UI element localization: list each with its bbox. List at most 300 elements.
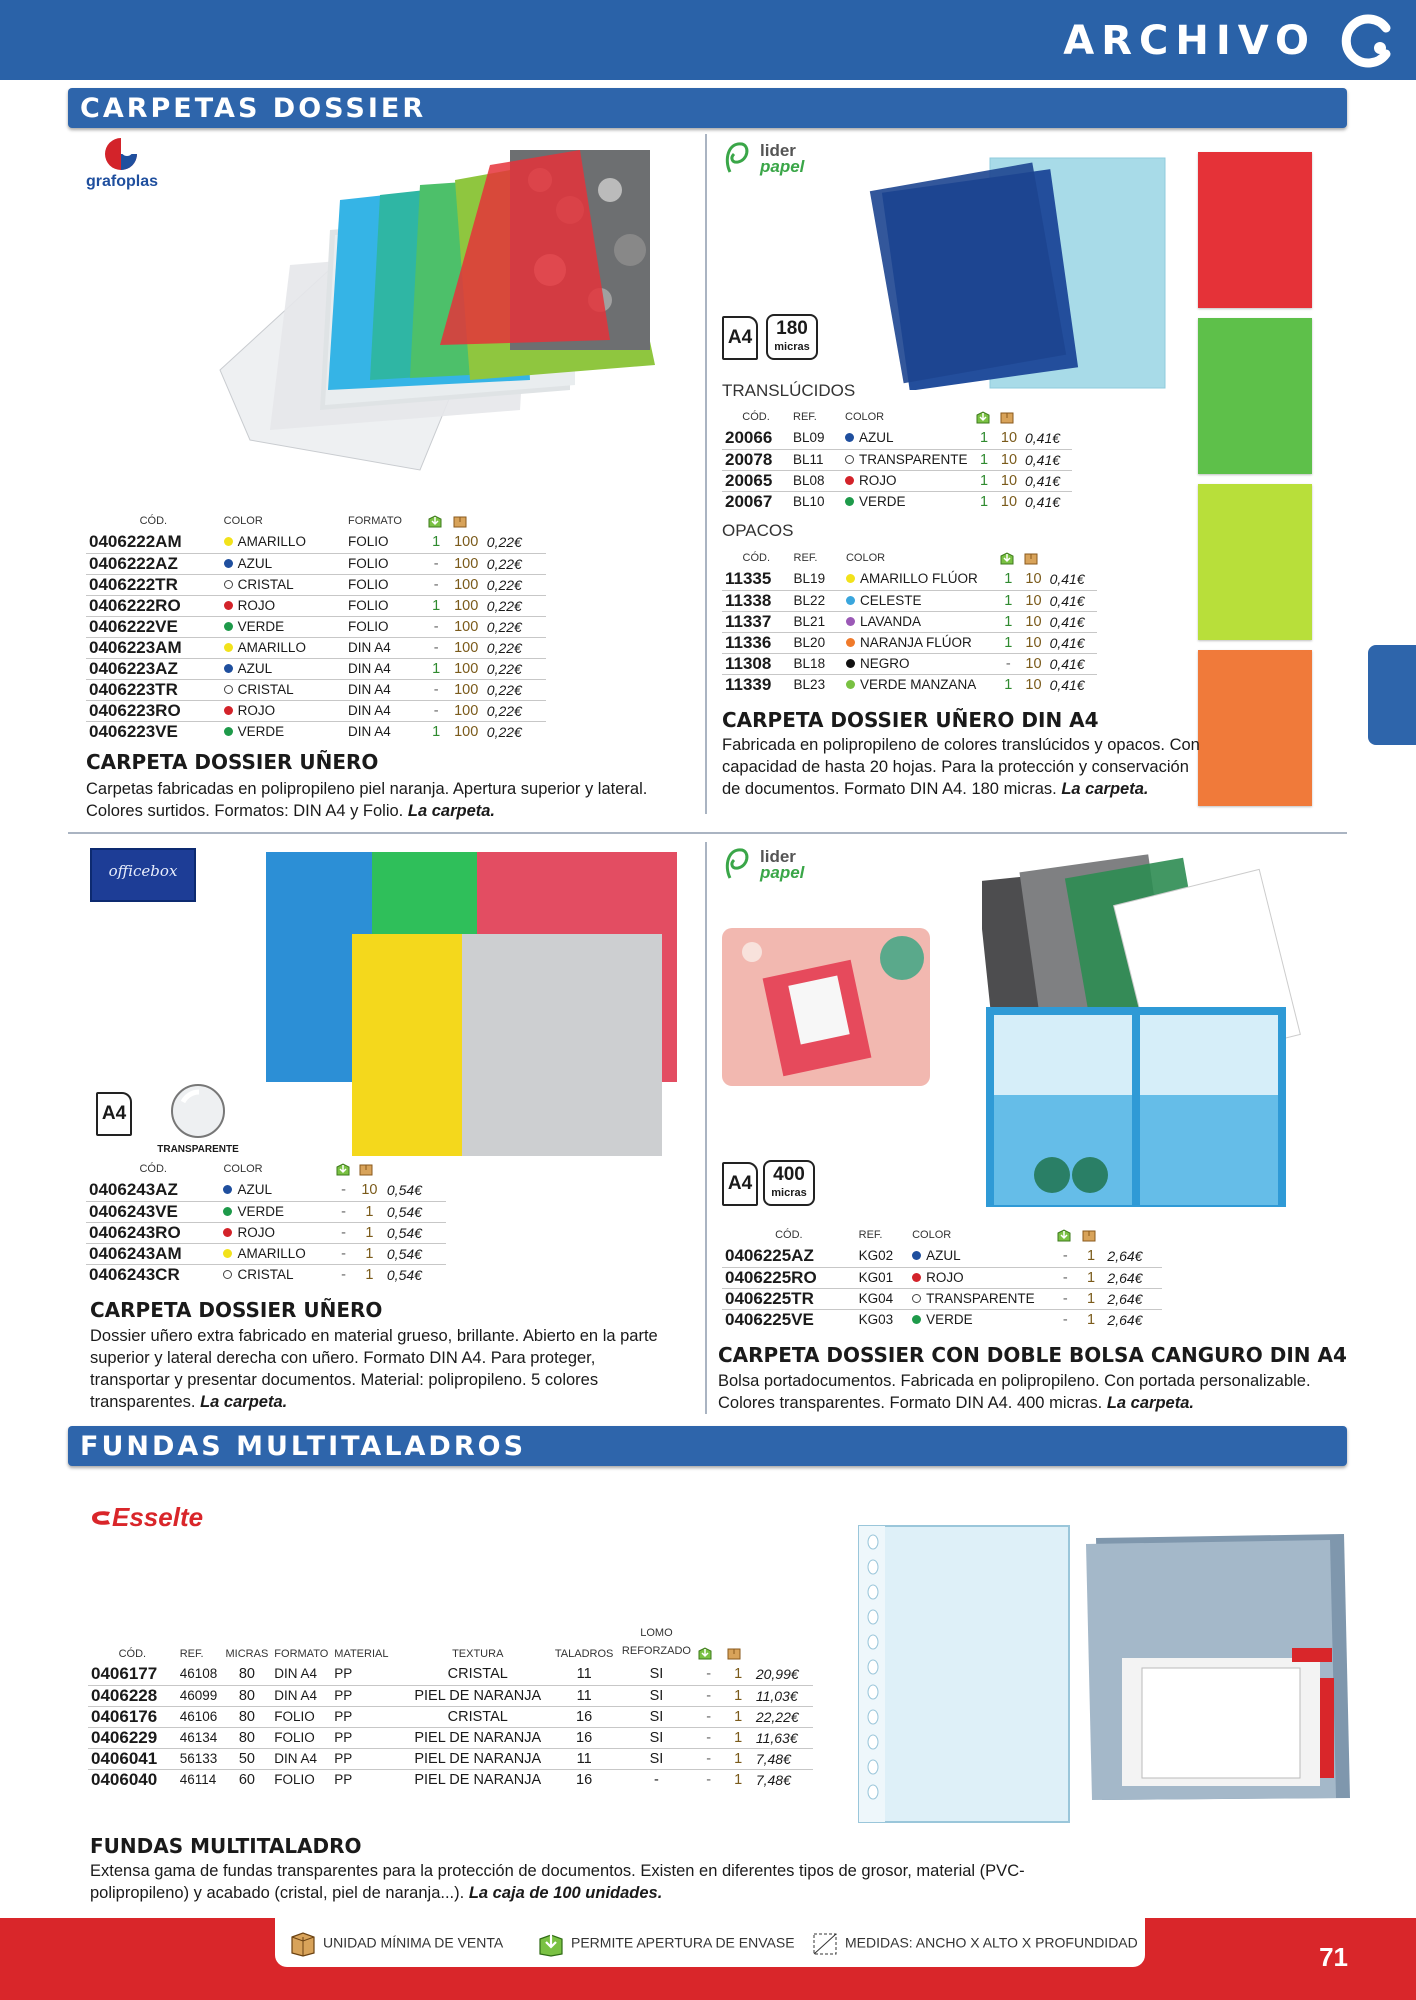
table-row (86, 616, 546, 637)
formato-cell: DIN A4 (345, 700, 424, 721)
color-cell: ROJO (220, 1222, 332, 1243)
cod-cell: 0406223VE (89, 721, 178, 741)
ap-cell: 1 (979, 493, 989, 510)
formato-cell: DIN A4 (271, 1664, 331, 1685)
cod-cell: 0406225VE (725, 1309, 814, 1329)
cod-cell: 0406222VE (86, 616, 221, 637)
divider (68, 832, 1347, 834)
table-row (88, 1706, 813, 1727)
ap-cell: - (424, 574, 449, 595)
table-row (86, 721, 546, 742)
punch-hole (868, 1585, 878, 1599)
formato-cell: DIN A4 (347, 723, 391, 739)
punch-hole (868, 1785, 878, 1799)
price-cell: 7,48€ (755, 1771, 791, 1788)
table-row (86, 574, 546, 595)
color-dot-icon (912, 1315, 921, 1324)
table-row (722, 1246, 1162, 1267)
color-cell: VERDE (221, 721, 345, 742)
color-cell: AMARILLO (221, 637, 345, 658)
punch-holes (855, 1522, 895, 1827)
uds-cell: 1 (1087, 1311, 1096, 1328)
color-cell: CRISTAL (221, 679, 345, 700)
table-row (86, 595, 546, 616)
cod-cell: 0406041 (88, 1748, 177, 1769)
color-cell: VERDE (220, 1201, 332, 1222)
product-table-dossier-1 (86, 514, 546, 742)
brand-name: grafoplas (86, 173, 159, 190)
micras-badge (766, 314, 818, 360)
ref-cell: 46114 (179, 1771, 217, 1787)
cod-cell: 20078 (722, 449, 790, 470)
lomo-cell: SI (619, 1664, 694, 1685)
formato-cell: DIN A4 (345, 658, 424, 679)
ref-cell: 46134 (177, 1727, 223, 1748)
color-cell: ROJO (842, 470, 972, 491)
micras-value: 400 (773, 1164, 805, 1185)
lomo-cell: SI (619, 1706, 694, 1727)
table-row (722, 470, 1072, 491)
color-dot-icon (846, 596, 855, 605)
formato-cell: FOLIO (271, 1727, 331, 1748)
ap-cell: 1 (996, 611, 1020, 632)
taladros-cell: 11 (549, 1685, 619, 1706)
uds-cell: 1 (1078, 1288, 1105, 1309)
subheading-translucidos: TRANSLÚCIDOS (722, 381, 856, 400)
table-row (86, 1264, 446, 1285)
table-row (722, 674, 1097, 695)
ap-cell: 1 (972, 449, 996, 470)
color-cell: AMARILLO FLÚOR (843, 569, 996, 590)
product-title-5: FUNDAS MULTITALADRO (90, 1834, 362, 1858)
color-dot-icon (223, 1270, 232, 1279)
table-row (88, 1685, 813, 1706)
ap-cell: - (1053, 1246, 1078, 1267)
price-cell: 0,41€ (1047, 590, 1097, 611)
cod-cell: 0406243VE (86, 1201, 220, 1222)
subheading-opacos: OPACOS (722, 521, 794, 540)
uds-cell: 1 (723, 1664, 752, 1685)
color-dot-icon (845, 476, 854, 485)
color-cell: VERDE (909, 1309, 1053, 1330)
product-table-dossier-3 (86, 1162, 446, 1285)
lomo-cell: - (654, 1771, 659, 1788)
product-table-translucidos (722, 410, 1072, 512)
color-cell: VERDE (221, 616, 345, 637)
table-row (722, 491, 1072, 512)
table-row (86, 1201, 446, 1222)
formato-cell: FOLIO (345, 616, 424, 637)
price-cell: 0,22€ (484, 637, 546, 658)
color-cell: TRANSPARENTE (909, 1288, 1053, 1309)
color-cell: NEGRO (843, 653, 996, 674)
ref-cell: BL21 (791, 611, 843, 632)
uds-cell: 100 (449, 574, 484, 595)
uds-cell: 1 (723, 1706, 752, 1727)
product-desc-4: Bolsa portadocumentos. Fabricada en polipropileno. Con portada personalizable. Colores transparentes. Formato DIN A4. 400 micras. La carpeta. (718, 1372, 1311, 1412)
section-bar-fundas (68, 1426, 1347, 1466)
cod-cell: 0406229 (88, 1727, 177, 1748)
header-section-title: ARCHIVO (1063, 18, 1316, 64)
uds-cell: 100 (449, 553, 484, 574)
price-cell: 11,03€ (753, 1685, 813, 1706)
cod-cell: 11339 (725, 674, 772, 694)
liderpapel-logo-icon (720, 842, 830, 886)
grafoplas-logo-icon (97, 136, 145, 172)
color-cell: CELESTE (843, 590, 996, 611)
price-cell: 2,64€ (1104, 1267, 1162, 1288)
micras-cell: 80 (223, 1685, 272, 1706)
uds-cell: 10 (1020, 590, 1046, 611)
color-cell: ROJO (221, 700, 345, 721)
product-title-4: CARPETA DOSSIER CON DOBLE BOLSA CANGURO DIN A4 (718, 1343, 1347, 1367)
product-image-funda-box (1082, 1528, 1354, 1803)
cod-cell: 20065 (722, 470, 790, 491)
col-header-open-box (332, 1162, 355, 1180)
cod-cell: 0406223AM (86, 637, 221, 658)
price-cell: 7,48€ (753, 1748, 813, 1769)
price-cell: 2,64€ (1104, 1246, 1162, 1267)
table-row (722, 611, 1097, 632)
open-box-icon (537, 1931, 565, 1957)
lomo-cell: SI (619, 1748, 694, 1769)
product-table-fundas (88, 1624, 813, 1790)
price-cell: 0,54€ (384, 1201, 446, 1222)
ref-cell: KG02 (856, 1246, 909, 1267)
ap-cell: 1 (972, 470, 996, 491)
col-header-cod: CÓD. (742, 552, 771, 564)
ap-cell: 1 (432, 723, 441, 740)
dimensions-icon (811, 1931, 839, 1957)
col-header-ref: REF. (858, 1229, 883, 1241)
color-swatches (1198, 152, 1312, 816)
uds-cell: 1 (355, 1201, 384, 1222)
taladros-cell: 16 (549, 1727, 619, 1748)
header-bar (0, 0, 1416, 80)
micras-unit: micras (774, 341, 810, 353)
cod-cell: 0406177 (88, 1664, 177, 1685)
ap-cell: 1 (996, 569, 1020, 590)
section-bar-dossier (68, 88, 1347, 128)
table-row (86, 658, 546, 679)
taladros-cell: 11 (549, 1748, 619, 1769)
table-row (86, 532, 546, 553)
price-cell: 0,22€ (484, 679, 546, 700)
col-header-color: COLOR (845, 411, 885, 423)
table-row (86, 1222, 446, 1243)
legend-label: MEDIDAS: ANCHO X ALTO X PROFUNDIDAD (845, 1934, 1138, 1951)
product-table-doble-bolsa (722, 1228, 1162, 1330)
color-cell: NARANJA FLÚOR (843, 632, 996, 653)
legend-item-medidas (811, 1931, 1138, 1957)
uds-cell: 10 (355, 1180, 384, 1201)
cod-cell: 0406222AM (86, 532, 221, 553)
table-row (88, 1664, 813, 1685)
table-row (722, 1267, 1162, 1288)
price-cell: 22,22€ (753, 1706, 813, 1727)
price-cell: 0,22€ (484, 532, 546, 553)
col-header-cod: CÓD. (139, 515, 168, 527)
ap-cell: - (1053, 1288, 1078, 1309)
ref-cell: BL23 (793, 676, 826, 692)
svg-text:papel: papel (760, 157, 805, 176)
open-box-icon (975, 410, 991, 424)
col-header-box (449, 514, 484, 532)
color-cell: AZUL (221, 658, 345, 679)
price-cell: 0,41€ (1022, 449, 1072, 470)
uds-cell: 1 (355, 1222, 384, 1243)
uds-cell: 1 (723, 1685, 752, 1706)
price-cell: 0,41€ (1049, 676, 1085, 693)
ref-cell: BL22 (791, 590, 843, 611)
esselte-logo-icon (90, 1508, 112, 1528)
col-header-cod: CÓD. (775, 1229, 803, 1241)
ap-cell: 1 (996, 590, 1020, 611)
color-dot-icon (845, 455, 854, 464)
legend-item-apertura (537, 1931, 795, 1957)
color-cell: TRANSPARENTE (842, 449, 972, 470)
color-dot-icon (912, 1294, 921, 1303)
col-header-open-box (996, 551, 1020, 569)
ap-cell: - (694, 1748, 723, 1769)
col-header-box (355, 1162, 384, 1180)
table-row (88, 1727, 813, 1748)
transparent-circle-icon (169, 1082, 227, 1140)
ref-cell: BL11 (790, 449, 842, 470)
color-cell: AMARILLO (221, 532, 345, 553)
price-cell: 0,41€ (1025, 493, 1061, 510)
formato-cell: FOLIO (345, 574, 424, 595)
color-swatch (1198, 484, 1312, 640)
cod-cell: 11337 (722, 611, 791, 632)
svg-text:papel: papel (760, 863, 805, 882)
uds-cell: 100 (449, 595, 484, 616)
box-icon (1023, 551, 1039, 565)
material-cell: PP (331, 1727, 406, 1748)
price-cell: 2,64€ (1107, 1311, 1143, 1328)
color-dot-icon (224, 727, 233, 736)
ref-cell: BL18 (791, 653, 843, 674)
col-header-color: COLOR (223, 515, 263, 527)
col-header-formato: FORMATO (347, 515, 402, 527)
color-cell: AZUL (909, 1246, 1053, 1267)
brand-name: officebox (108, 862, 178, 880)
open-box-icon (697, 1646, 713, 1660)
price-cell: 0,54€ (386, 1266, 422, 1283)
color-dot-icon (845, 433, 854, 442)
transparent-badge (150, 1082, 246, 1155)
color-cell: AZUL (220, 1180, 332, 1201)
cod-cell: 11338 (722, 590, 791, 611)
ap-cell: 1 (1004, 676, 1013, 693)
color-dot-icon (224, 643, 233, 652)
uds-cell: 1 (723, 1727, 752, 1748)
cod-cell: 0406243AM (86, 1243, 220, 1264)
color-dot-icon (846, 638, 855, 647)
ref-cell: 46108 (177, 1664, 223, 1685)
price-cell: 20,99€ (753, 1664, 813, 1685)
ref-cell: 46099 (177, 1685, 223, 1706)
lomo-cell: SI (619, 1685, 694, 1706)
price-cell: 11,63€ (753, 1727, 813, 1748)
cod-cell: 0406225RO (722, 1267, 856, 1288)
formato-cell: DIN A4 (271, 1748, 331, 1769)
product-image-blue-folders (850, 150, 1170, 390)
table-row (722, 1309, 1162, 1330)
ap-cell: 1 (996, 632, 1020, 653)
ap-cell: - (694, 1664, 723, 1685)
color-swatch (1198, 318, 1312, 474)
uds-cell: 10 (1020, 611, 1046, 632)
color-cell: AZUL (842, 428, 972, 449)
color-dot-icon (223, 1185, 232, 1194)
col-header-color: COLOR (845, 552, 886, 564)
color-dot-icon (224, 601, 233, 610)
cod-cell: 20066 (722, 428, 790, 449)
color-dot-icon (845, 497, 854, 506)
col-header-open-box (694, 1624, 723, 1664)
box-icon (1081, 1228, 1097, 1242)
box-icon (452, 514, 468, 528)
formato-cell: DIN A4 (271, 1685, 331, 1706)
ap-cell: - (341, 1266, 346, 1283)
brand-name: Esselte (112, 1502, 204, 1532)
price-cell: 0,41€ (1047, 569, 1097, 590)
color-dot-icon (846, 680, 855, 689)
color-cell: CRISTAL (221, 574, 345, 595)
svg-text:lider: lider (760, 141, 796, 160)
color-dot-icon (846, 617, 855, 626)
ap-cell: 1 (972, 428, 996, 449)
page-number: 71 (1319, 1942, 1348, 1972)
ap-cell: - (332, 1201, 355, 1222)
cod-cell: 0406225TR (722, 1288, 856, 1309)
ap-cell: 1 (424, 658, 449, 679)
color-dot-icon (912, 1273, 921, 1282)
price-cell: 0,22€ (486, 723, 522, 740)
legend-label: PERMITE APERTURA DE ENVASE (571, 1934, 795, 1951)
textura-cell: CRISTAL (406, 1664, 549, 1685)
ref-cell: 46106 (177, 1706, 223, 1727)
product-image-doble-bolsa (982, 845, 1337, 1215)
open-box-icon (335, 1162, 351, 1176)
ap-cell: - (996, 653, 1020, 674)
formato-cell: DIN A4 (345, 679, 424, 700)
material-cell: PP (331, 1748, 406, 1769)
product-title-2: CARPETA DOSSIER UÑERO DIN A4 (722, 708, 1099, 732)
uds-cell: 1 (355, 1243, 384, 1264)
price-cell: 0,41€ (1047, 611, 1097, 632)
price-cell: 0,41€ (1047, 632, 1097, 653)
ref-cell: BL08 (790, 470, 842, 491)
punch-hole (868, 1685, 878, 1699)
uds-cell: 10 (996, 428, 1022, 449)
price-cell: 0,41€ (1047, 653, 1097, 674)
svg-text:lider: lider (760, 847, 796, 866)
col-header-cod: CÓD. (139, 1163, 167, 1175)
ap-cell: - (424, 700, 449, 721)
material-cell: PP (331, 1664, 406, 1685)
color-cell: AMARILLO (220, 1243, 332, 1264)
table-row (722, 449, 1072, 470)
cod-cell: 11336 (722, 632, 791, 653)
section-title-fundas: FUNDAS MULTITALADROS (80, 1431, 527, 1462)
punch-hole (868, 1535, 878, 1549)
punch-hole (868, 1635, 878, 1649)
color-dot-icon (846, 659, 855, 668)
ap-cell: - (694, 1685, 723, 1706)
table-row (722, 590, 1097, 611)
color-dot-icon (224, 580, 233, 589)
open-box-icon (999, 551, 1015, 565)
cod-cell: 20067 (725, 491, 773, 511)
ap-cell: - (694, 1727, 723, 1748)
col-header-box (1078, 1228, 1105, 1246)
brand-logo-liderpapel (720, 136, 830, 185)
product-table-opacos (722, 551, 1097, 695)
uds-cell: 10 (996, 470, 1022, 491)
punch-hole (868, 1710, 878, 1724)
col-header-micras: MICRAS (225, 1648, 269, 1660)
ref-cell: BL20 (791, 632, 843, 653)
uds-cell: 10 (1020, 569, 1046, 590)
price-cell: 0,22€ (484, 595, 546, 616)
col-header-color: COLOR (912, 1229, 952, 1241)
col-header-box (723, 1624, 752, 1664)
uds-cell: 1 (1078, 1246, 1105, 1267)
color-cell: ROJO (909, 1267, 1053, 1288)
col-header-open-box (1053, 1228, 1078, 1246)
color-cell: AZUL (221, 553, 345, 574)
color-swatch (1198, 152, 1312, 308)
col-header-ref: REF. (179, 1648, 204, 1660)
color-dot-icon (224, 559, 233, 568)
table-row (86, 637, 546, 658)
ref-cell: KG04 (856, 1288, 909, 1309)
textura-cell: CRISTAL (406, 1706, 549, 1727)
col-header-lomo: LOMO REFORZADO (621, 1627, 691, 1657)
product-image-folders (190, 140, 660, 505)
uds-cell: 10 (996, 449, 1022, 470)
material-cell: PP (331, 1685, 406, 1706)
col-header-textura: TEXTURA (452, 1648, 504, 1660)
liderpapel-logo-icon (720, 136, 830, 180)
box-icon (999, 410, 1015, 424)
uds-cell: 100 (449, 616, 484, 637)
taladros-cell: 16 (576, 1771, 593, 1788)
price-cell: 0,54€ (384, 1243, 446, 1264)
divider (705, 134, 707, 814)
ap-cell: - (332, 1180, 355, 1201)
brand-logo-officebox (90, 848, 196, 902)
section-title-dossier: CARPETAS DOSSIER (80, 93, 427, 124)
ap-cell: - (424, 679, 449, 700)
micras-unit: micras (771, 1187, 807, 1199)
material-cell: PP (331, 1706, 406, 1727)
color-dot-icon (224, 685, 233, 694)
formato-cell: FOLIO (271, 1706, 331, 1727)
ref-cell: BL19 (791, 569, 843, 590)
ap-cell: - (694, 1706, 723, 1727)
uds-cell: 10 (1020, 653, 1046, 674)
color-cell: LAVANDA (843, 611, 996, 632)
material-cell: PP (334, 1771, 353, 1787)
col-header-material: MATERIAL (334, 1648, 389, 1660)
textura-cell: PIEL DE NARANJA (406, 1727, 549, 1748)
col-header-ref: REF. (793, 552, 818, 564)
product-desc-5: Extensa gama de fundas transparentes para la protección de documentos. Existen en diferentes tipos de grosor, material (PVC-polipropileno) y acabado (cristal, piel de naranja...). La caja de 100 unidades. (90, 1862, 1025, 1902)
uds-cell: 10 (1020, 632, 1046, 653)
